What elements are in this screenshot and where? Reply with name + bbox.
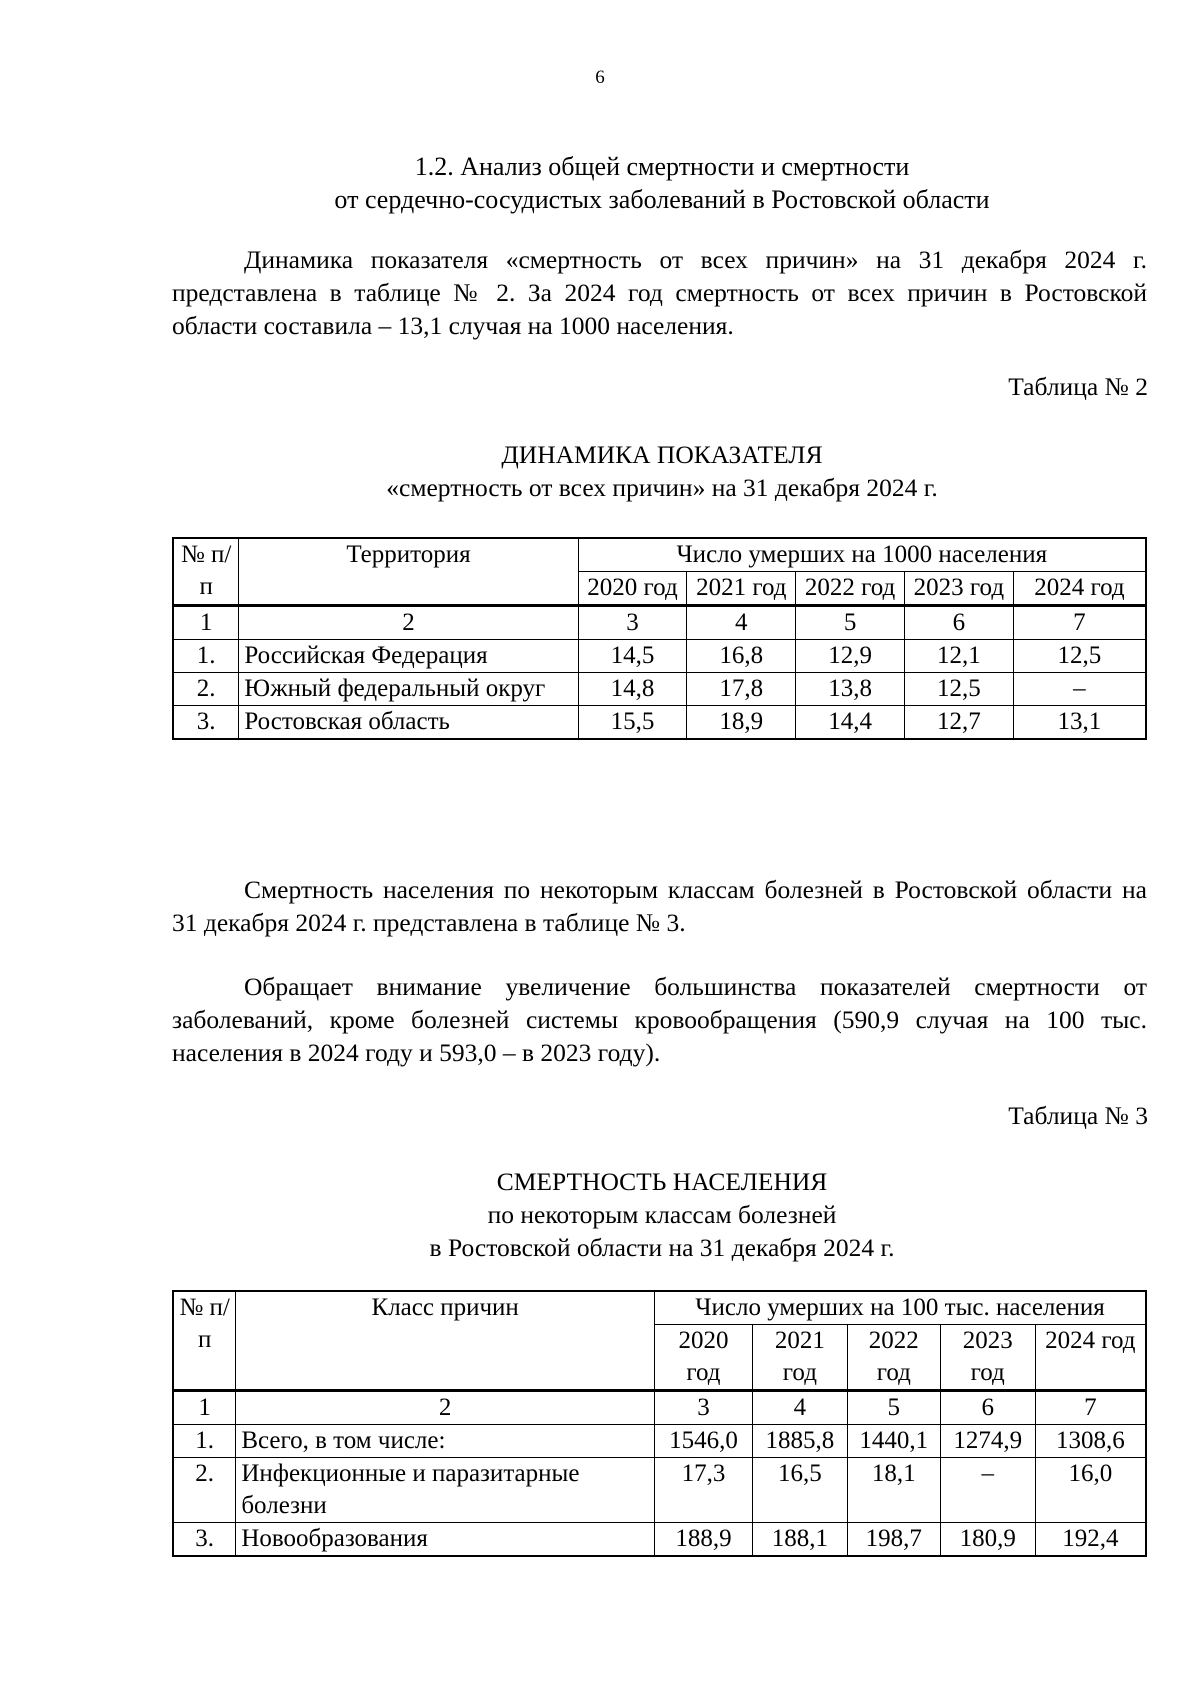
row-name: Ростовская область (239, 706, 578, 740)
row-value: 12,7 (904, 706, 1013, 740)
table3-h-group: Число умерших на 100 тыс. населения (655, 1291, 1146, 1325)
table2-title-line2: «смертность от всех причин» на 31 декабря 2024 г. (386, 473, 938, 502)
table2-year: 2024 год (1013, 572, 1146, 606)
table-row (173, 1458, 1146, 1523)
row-number: 2. (173, 1458, 236, 1523)
row-value: 13,1 (1013, 706, 1146, 740)
table2-colnum: 3 (578, 606, 687, 640)
section-title-line2: от сердечно-сосудистых заболеваний в Ростовской области (334, 185, 990, 214)
row-number: 3. (173, 706, 239, 740)
table2-colnum: 4 (687, 606, 796, 640)
table-row (173, 706, 1146, 740)
table2-label: Таблица № 2 (1008, 372, 1148, 401)
table3-year: 2023 год (940, 1325, 1035, 1391)
row-name: Новообразования (236, 1523, 655, 1557)
row-value: 12,5 (1013, 640, 1146, 673)
table3-title-line1: СМЕРТНОСТЬ НАСЕЛЕНИЯ (496, 1167, 828, 1196)
row-value: 16,0 (1035, 1458, 1146, 1523)
table2 (172, 537, 1147, 740)
row-value: 16,5 (752, 1458, 847, 1523)
row-value: – (1013, 673, 1146, 706)
table3-colnum: 6 (940, 1391, 1035, 1425)
row-name: Инфекционные и паразитарные болезни (236, 1458, 655, 1523)
paragraph-3-text: Обращает внимание увеличение большинства показателей смертности от заболеваний, кроме болезней системы кровообращения (590,9 случая на 100 тыс. населения в 2024 году и 593,0 – в 2023 году). (172, 972, 1147, 1067)
table2-colnum: 7 (1013, 606, 1146, 640)
row-value: 1885,8 (752, 1425, 847, 1458)
table2-colnum-row (173, 606, 1146, 640)
table3-colnum: 2 (236, 1391, 655, 1425)
table3-year: 2021 год (752, 1325, 847, 1391)
row-name: Всего, в том числе: (236, 1425, 655, 1458)
table2-h-group: Число умерших на 1000 населения (578, 538, 1146, 572)
row-value: 188,9 (655, 1523, 753, 1557)
row-value: 12,9 (796, 640, 905, 673)
table3-h-class: Класс причин (236, 1291, 655, 1391)
row-value: 17,3 (655, 1458, 753, 1523)
row-number: 3. (173, 1523, 236, 1557)
table2-header-row (173, 538, 1146, 572)
row-number: 1. (173, 640, 239, 673)
table-row (173, 1425, 1146, 1458)
table3-year: 2022 год (847, 1325, 940, 1391)
row-value: 180,9 (940, 1523, 1035, 1557)
row-value: 198,7 (847, 1523, 940, 1557)
row-value: 188,1 (752, 1523, 847, 1557)
row-value: 1440,1 (847, 1425, 940, 1458)
row-number: 1. (173, 1425, 236, 1458)
row-value: 1308,6 (1035, 1425, 1146, 1458)
table2-colnum: 2 (239, 606, 578, 640)
table2-h-num: № п/п (173, 538, 239, 606)
row-value: 12,1 (904, 640, 1013, 673)
paragraph-2 (172, 873, 1147, 939)
page-number: 6 (595, 67, 605, 88)
row-value: 16,8 (687, 640, 796, 673)
table-row (173, 1523, 1146, 1557)
table3-year: 2024 год (1035, 1325, 1146, 1391)
table2-colnum: 5 (796, 606, 905, 640)
table3-year: 2020 год (655, 1325, 753, 1391)
row-value: 1546,0 (655, 1425, 753, 1458)
table3-colnum: 4 (752, 1391, 847, 1425)
row-value: – (940, 1458, 1035, 1523)
table3-colnum: 7 (1035, 1391, 1146, 1425)
table3-colnum-row (173, 1391, 1146, 1425)
paragraph-2-text: Смертность населения по некоторым классам болезней в Ростовской области на 31 декабря 2024 г. представлена в таблице № 3. (172, 875, 1147, 937)
table2-colnum: 1 (173, 606, 239, 640)
table2-year: 2020 год (578, 572, 687, 606)
row-value: 14,4 (796, 706, 905, 740)
row-value: 12,5 (904, 673, 1013, 706)
paragraph-1 (172, 243, 1147, 342)
row-value: 192,4 (1035, 1523, 1146, 1557)
table2-h-territory: Территория (239, 538, 578, 606)
table-row (173, 673, 1146, 706)
row-value: 17,8 (687, 673, 796, 706)
row-value: 14,8 (578, 673, 687, 706)
table2-title (172, 438, 1152, 504)
table3 (172, 1290, 1147, 1557)
row-value: 18,1 (847, 1458, 940, 1523)
table2-year: 2021 год (687, 572, 796, 606)
section-title (172, 150, 1152, 216)
row-name: Южный федеральный округ (239, 673, 578, 706)
table3-colnum: 1 (173, 1391, 236, 1425)
section-title-line1: 1.2. Анализ общей смертности и смертности (414, 152, 910, 181)
table3-colnum: 5 (847, 1391, 940, 1425)
row-value: 14,5 (578, 640, 687, 673)
row-name: Российская Федерация (239, 640, 578, 673)
table2-title-line1: ДИНАМИКА ПОКАЗАТЕЛЯ (501, 440, 823, 469)
table2-year: 2022 год (796, 572, 905, 606)
table2-colnum: 6 (904, 606, 1013, 640)
table3-colnum: 3 (655, 1391, 753, 1425)
paragraph-3 (172, 970, 1147, 1069)
table3-title-line2: по некоторым классам болезней (487, 1200, 837, 1229)
table3-header-row (173, 1291, 1146, 1325)
table3-label: Таблица № 3 (1008, 1101, 1148, 1130)
table3-title (172, 1165, 1152, 1264)
row-value: 13,8 (796, 673, 905, 706)
row-value: 18,9 (687, 706, 796, 740)
paragraph-1-text: Динамика показателя «смертность от всех причин» на 31 декабря 2024 г. представлена в таблице № 2. За 2024 год смертность от всех причин в Ростовской области составила – 13,1 случая на 1000 населения. (172, 245, 1147, 340)
row-value: 1274,9 (940, 1425, 1035, 1458)
table3-h-num: № п/п (173, 1291, 236, 1391)
table-row (173, 640, 1146, 673)
row-value: 15,5 (578, 706, 687, 740)
row-number: 2. (173, 673, 239, 706)
table3-title-line3: в Ростовской области на 31 декабря 2024 г. (429, 1233, 895, 1262)
table2-year: 2023 год (904, 572, 1013, 606)
